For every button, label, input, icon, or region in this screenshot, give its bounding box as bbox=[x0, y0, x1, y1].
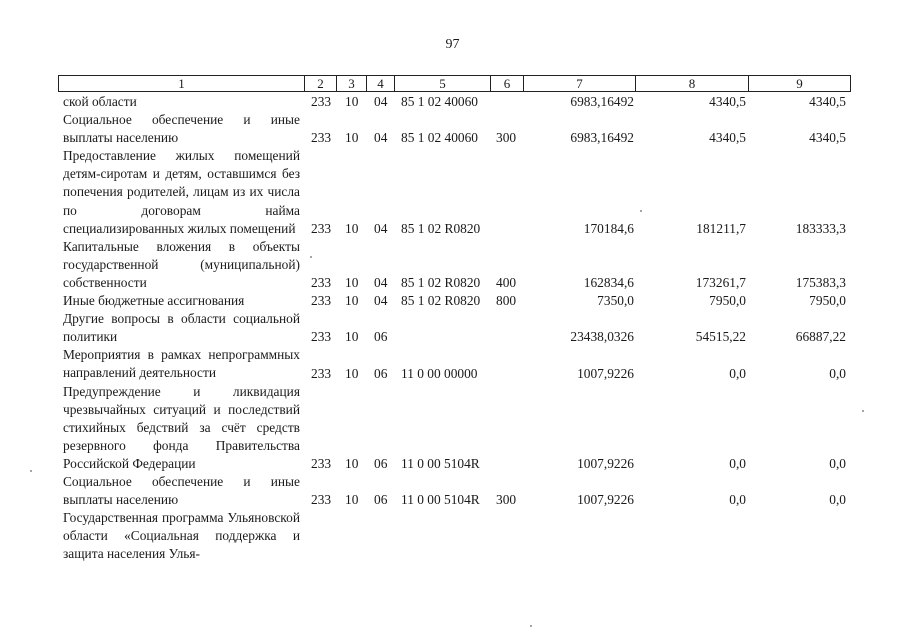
scan-speck bbox=[30, 470, 32, 472]
code-section: 10 bbox=[345, 365, 359, 381]
code-ministry: 233 bbox=[311, 455, 332, 471]
amount-col-9: 0,0 bbox=[829, 455, 846, 471]
scan-speck bbox=[862, 410, 864, 412]
code-section: 10 bbox=[345, 275, 359, 291]
amount-col-9: 4340,5 bbox=[809, 130, 846, 146]
code-ministry: 233 bbox=[311, 130, 332, 146]
amount-col-8: 7950,0 bbox=[709, 293, 746, 309]
table-row bbox=[0, 292, 905, 310]
code-subsection: 06 bbox=[374, 329, 388, 345]
row-description: Государственная программа Ульяновской области «Социальная поддержка и защита населения Улья- bbox=[63, 510, 300, 562]
code-ministry: 233 bbox=[311, 94, 332, 110]
amount-col-7: 23438,0326 bbox=[570, 329, 634, 345]
code-expense-type: 300 bbox=[496, 492, 517, 508]
header-cell-8: 8 bbox=[636, 76, 749, 91]
row-description: Мероприятия в рамках непрограммных направлений деятельности bbox=[63, 347, 300, 381]
amount-col-8: 54515,22 bbox=[695, 329, 746, 345]
code-subsection: 06 bbox=[374, 492, 388, 508]
amount-col-8: 0,0 bbox=[729, 365, 746, 381]
amount-col-8: 4340,5 bbox=[709, 130, 746, 146]
row-description: Предупреждение и ликвидация чрезвычайных ситуаций и последствий стихийных бедствий за счёт средств резервного фонда Правительства Российской Федерации bbox=[63, 383, 300, 471]
row-description: Иные бюджетные ассигнования bbox=[63, 293, 245, 309]
header-cell-3: 3 bbox=[337, 76, 367, 91]
table-body bbox=[0, 93, 905, 563]
amount-col-9: 0,0 bbox=[829, 492, 846, 508]
code-section: 10 bbox=[345, 94, 359, 110]
amount-col-9: 175383,3 bbox=[795, 275, 846, 291]
code-section: 10 bbox=[345, 492, 359, 508]
code-target: 11 0 00 5104R bbox=[401, 492, 480, 508]
amount-col-8: 0,0 bbox=[729, 492, 746, 508]
amount-col-7: 170184,6 bbox=[583, 220, 634, 236]
amount-col-7: 1007,9226 bbox=[577, 365, 634, 381]
row-description: Предоставление жилых помещений детям-сиротам и детям, оставшимся без попечения родителей, лицам из их числа по договорам найма специализированных жилых помещений bbox=[63, 148, 300, 236]
amount-col-7: 7350,0 bbox=[597, 293, 634, 309]
code-section: 10 bbox=[345, 329, 359, 345]
code-expense-type: 300 bbox=[496, 130, 517, 146]
scan-speck bbox=[640, 210, 642, 212]
row-description: Социальное обеспечение и иные выплаты населению bbox=[63, 473, 300, 508]
table-header-row bbox=[58, 75, 851, 92]
amount-col-7: 6983,16492 bbox=[570, 94, 634, 110]
code-ministry: 233 bbox=[311, 293, 332, 309]
code-target: 85 1 02 R0820 bbox=[401, 220, 481, 236]
code-subsection: 04 bbox=[374, 130, 388, 146]
table-row bbox=[0, 473, 905, 509]
code-ministry: 233 bbox=[311, 492, 332, 508]
amount-col-9: 66887,22 bbox=[795, 329, 846, 345]
table-row bbox=[0, 383, 905, 473]
code-subsection: 06 bbox=[374, 455, 388, 471]
amount-col-8: 173261,7 bbox=[695, 275, 746, 291]
code-target: 11 0 00 5104R bbox=[401, 455, 480, 471]
amount-col-7: 162834,6 bbox=[583, 275, 634, 291]
code-subsection: 04 bbox=[374, 94, 388, 110]
code-ministry: 233 bbox=[311, 275, 332, 291]
amount-col-9: 0,0 bbox=[829, 365, 846, 381]
amount-col-7: 6983,16492 bbox=[570, 130, 634, 146]
code-subsection: 04 bbox=[374, 293, 388, 309]
scan-speck bbox=[530, 625, 532, 627]
row-description: Капитальные вложения в объекты государственной (муниципальной) собственности bbox=[63, 238, 300, 290]
amount-col-8: 4340,5 bbox=[709, 94, 746, 110]
header-cell-5: 5 bbox=[395, 76, 491, 91]
table-row bbox=[0, 509, 905, 563]
amount-col-8: 0,0 bbox=[729, 455, 746, 471]
header-cell-1: 1 bbox=[59, 76, 305, 91]
header-cell-6: 6 bbox=[491, 76, 524, 91]
code-ministry: 233 bbox=[311, 365, 332, 381]
header-cell-4: 4 bbox=[367, 76, 395, 91]
amount-col-9: 7950,0 bbox=[809, 293, 846, 309]
code-section: 10 bbox=[345, 455, 359, 471]
code-expense-type: 800 bbox=[496, 293, 517, 309]
table-row bbox=[0, 310, 905, 346]
code-ministry: 233 bbox=[311, 329, 332, 345]
table-row bbox=[0, 93, 905, 111]
amount-col-7: 1007,9226 bbox=[577, 455, 634, 471]
row-description: Социальное обеспечение и иные выплаты населению bbox=[63, 112, 300, 146]
page-number: 97 bbox=[445, 37, 460, 52]
header-cell-7: 7 bbox=[524, 76, 636, 91]
code-target: 85 1 02 R0820 bbox=[401, 293, 481, 309]
amount-col-7: 1007,9226 bbox=[577, 492, 634, 508]
code-subsection: 06 bbox=[374, 365, 388, 381]
code-target: 11 0 00 00000 bbox=[401, 365, 478, 381]
table-row bbox=[0, 147, 905, 237]
code-section: 10 bbox=[345, 220, 359, 236]
header-cell-9: 9 bbox=[796, 76, 803, 91]
table-row bbox=[0, 111, 905, 147]
header-cell-2: 2 bbox=[305, 76, 337, 91]
code-expense-type: 400 bbox=[496, 275, 517, 291]
code-target: 85 1 02 40060 bbox=[401, 94, 478, 110]
code-section: 10 bbox=[345, 293, 359, 309]
table-row bbox=[0, 238, 905, 292]
code-section: 10 bbox=[345, 130, 359, 146]
code-subsection: 04 bbox=[374, 220, 388, 236]
amount-col-8: 181211,7 bbox=[696, 220, 746, 236]
code-target: 85 1 02 40060 bbox=[401, 130, 478, 146]
amount-col-9: 4340,5 bbox=[809, 94, 846, 110]
row-description: ской области bbox=[63, 94, 137, 109]
code-ministry: 233 bbox=[311, 220, 332, 236]
amount-col-9: 183333,3 bbox=[795, 220, 846, 236]
scan-speck bbox=[310, 256, 312, 258]
table-row bbox=[0, 346, 905, 382]
code-subsection: 04 bbox=[374, 275, 388, 291]
row-description: Другие вопросы в области социальной политики bbox=[63, 311, 300, 345]
code-target: 85 1 02 R0820 bbox=[401, 275, 481, 291]
